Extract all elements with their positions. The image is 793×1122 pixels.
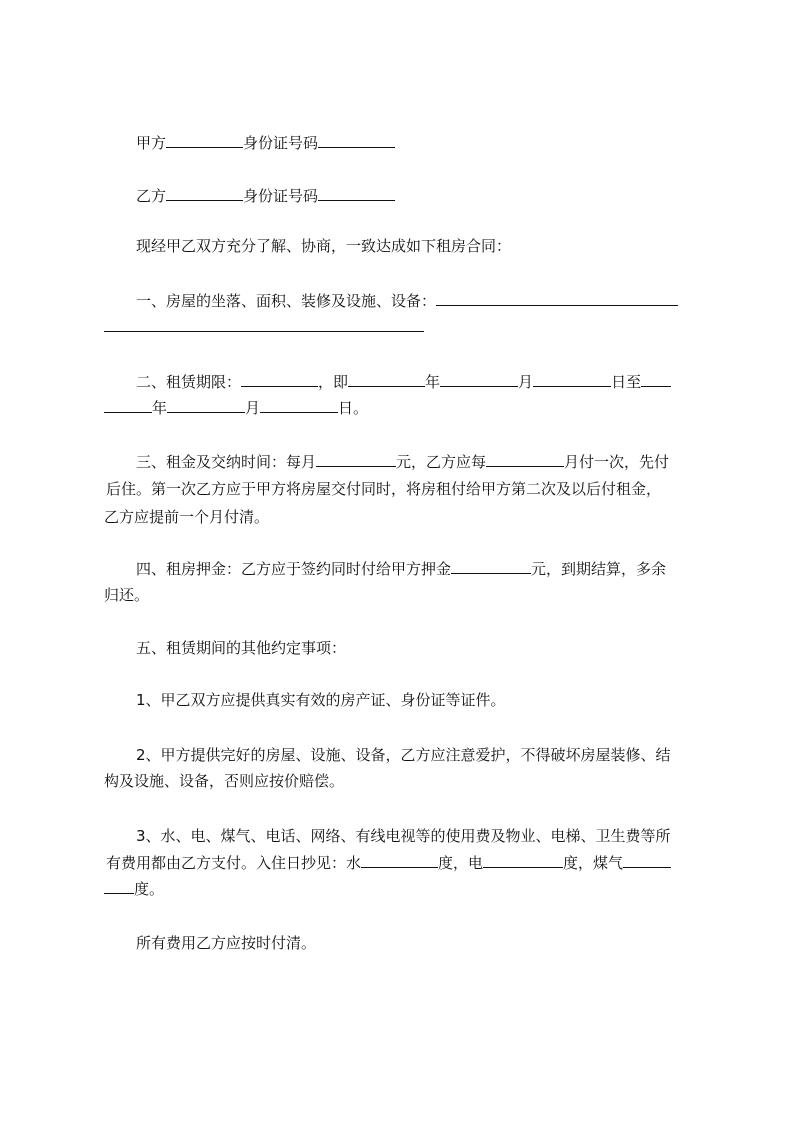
item-3-line-2-text: 有费用都由乙方支付。入住日抄见：水 — [106, 854, 362, 872]
water-reading-blank[interactable] — [361, 852, 438, 868]
section-2-line-2 — [104, 397, 368, 418]
section-1-line-2 — [104, 316, 424, 337]
section-4-tail: 元，到期结算，多余 — [531, 560, 667, 578]
section-2-year2: 年 — [152, 399, 168, 417]
end-month-blank[interactable] — [167, 397, 245, 413]
item-3-du2: 度，煤气 — [563, 854, 624, 872]
location-blank-2[interactable] — [104, 316, 424, 332]
item-3-line-3 — [104, 878, 164, 899]
section-3-tail: 月付一次，先付 — [564, 453, 670, 471]
party-b-line — [136, 185, 395, 206]
party-b-label: 乙方 — [136, 187, 167, 205]
section-3-line-3: 乙方应提前一个月付清。 — [104, 508, 270, 526]
location-blank-1[interactable] — [436, 290, 678, 306]
section-2-day-end: 日。 — [338, 399, 369, 417]
item-3-line-1: 3、水、电、煤气、电话、网络、有线电视等的使用费及物业、电梯、卫生费等所 — [136, 827, 671, 845]
section-2-to: 日至 — [611, 373, 642, 391]
rent-amount-blank[interactable] — [316, 451, 396, 467]
section-2-year: 年 — [425, 373, 441, 391]
party-a-label: 甲方 — [136, 134, 167, 152]
party-a-line — [136, 132, 395, 153]
party-a-id-blank[interactable] — [318, 132, 395, 148]
section-3-text: 三、租金及交纳时间：每月 — [136, 453, 317, 471]
end-day-blank[interactable] — [260, 397, 338, 413]
item-3-du1: 度，电 — [438, 854, 484, 872]
end-year-blank-b[interactable] — [104, 397, 152, 413]
section-2-month: 月 — [518, 373, 534, 391]
item-2-line-2: 构及设施、设备，否则应按价赔偿。 — [104, 772, 345, 790]
item-2-line-1: 2、甲方提供完好的房屋、设施、设备，乙方应注意爱护，不得破坏房屋装修、结 — [136, 746, 671, 764]
section-1-line — [136, 290, 678, 311]
gas-reading-blank-b[interactable] — [104, 878, 134, 894]
electric-reading-blank[interactable] — [483, 852, 563, 868]
section-3-yuan: 元，乙方应每 — [396, 453, 487, 471]
party-b-id-label: 身份证号码 — [243, 187, 319, 205]
start-month-blank[interactable] — [440, 371, 518, 387]
section-4-line — [136, 558, 666, 579]
party-a-id-label: 身份证号码 — [243, 134, 319, 152]
section-4-text: 四、租房押金：乙方应于签约同时付给甲方押金 — [136, 560, 452, 578]
party-b-name-blank[interactable] — [166, 185, 243, 201]
party-b-id-blank[interactable] — [318, 185, 395, 201]
section-4-line-2: 归还。 — [104, 586, 150, 604]
section-2-t1: ，即 — [318, 373, 349, 391]
start-year-blank[interactable] — [348, 371, 425, 387]
section-2-month2: 月 — [245, 399, 261, 417]
term-blank[interactable] — [241, 371, 318, 387]
item-3-du3: 度。 — [134, 880, 165, 898]
section-2-text: 二、租赁期限： — [136, 373, 242, 391]
pay-interval-blank[interactable] — [486, 451, 564, 467]
closing-text: 所有费用乙方应按时付清。 — [136, 934, 317, 952]
gas-reading-blank-a[interactable] — [623, 852, 671, 868]
section-5-heading: 五、租赁期间的其他约定事项： — [136, 639, 347, 657]
section-3-line — [136, 451, 669, 472]
intro-text: 现经甲乙双方充分了解、协商，一致达成如下租房合同： — [136, 237, 512, 255]
section-1-text: 一、房屋的坐落、面积、装修及设施、设备： — [136, 292, 437, 310]
section-3-line-2: 后住。第一次乙方应于甲方将房屋交付同时，将房租付给甲方第二次及以后付租金， — [106, 480, 662, 498]
start-day-blank[interactable] — [533, 371, 611, 387]
end-year-blank-a[interactable] — [641, 371, 671, 387]
deposit-blank[interactable] — [451, 558, 531, 574]
party-a-name-blank[interactable] — [166, 132, 243, 148]
section-2-line — [136, 371, 671, 392]
item-3-line-2 — [106, 852, 671, 873]
item-1-text: 1、甲乙双方应提供真实有效的房产证、身份证等证件。 — [136, 691, 506, 709]
